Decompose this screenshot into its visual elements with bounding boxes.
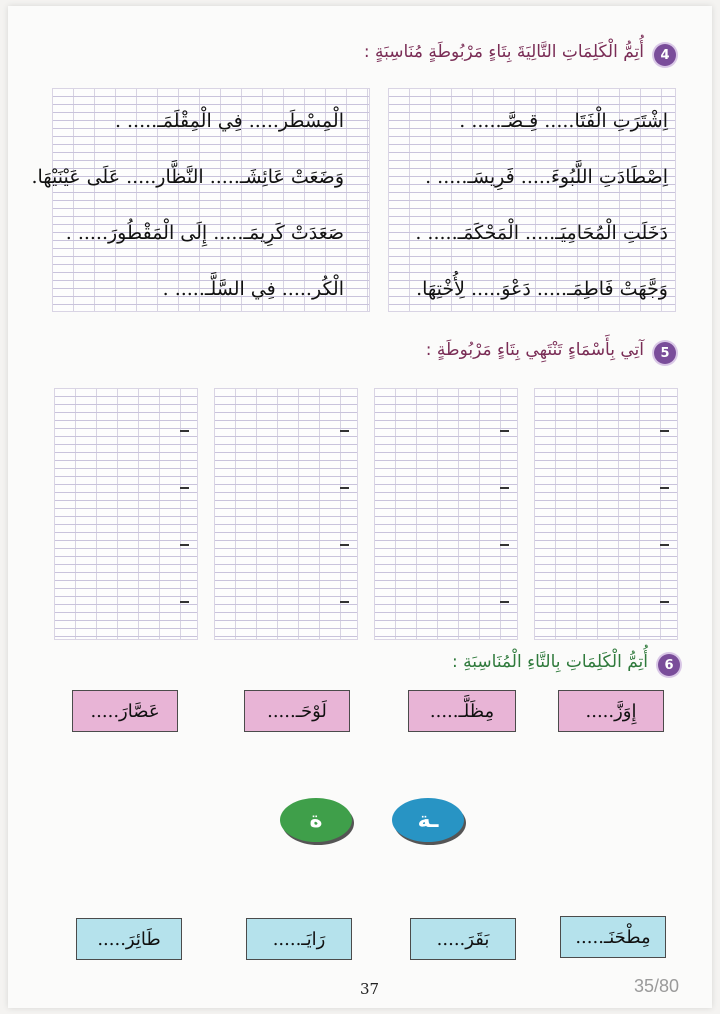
workbook-page [8,6,712,1008]
oval-blue-label: ـة [417,807,439,833]
oval-green-taa [280,798,352,842]
exercise-4-number: 4 [660,47,670,63]
ex4-sentence-r2: اِصْطَادَتِ اللَّبُوءَ..... فَرِيسَـ..... . [425,166,668,188]
ex5-dash [660,487,669,489]
ex5-dash [340,601,349,603]
exercise-5-column-3 [214,388,358,640]
ex4-sentence-r1: اِشْتَرَتِ الْفَتَا..... قِـصَّـ..... . [459,110,668,132]
ex4-sentence-r4: وَجَّهَتْ فَاطِمَـ..... دَعْوَ..... لِأُخْتِهَا. [416,278,668,300]
ex5-dash [340,430,349,432]
ex5-dash [500,601,509,603]
word-box-cyan-2: بَقَرَ..... [410,918,516,960]
ex4-sentence-l3: صَعَدَتْ كَرِيمَـ..... إِلَى الْمَقْطُورَ..... . [65,222,344,244]
ex5-dash [180,544,189,546]
exercise-4-title: أُتِمُّ الْكَلِمَاتِ التَّالِيَةَ بِتَاءٍ مَرْبُوطَةٍ مُنَاسِبَةٍ : [363,42,644,62]
word-box-cyan-1: مِطْحَنَـ..... [560,916,666,958]
ex5-dash [180,487,189,489]
ex5-dash [500,487,509,489]
word-box-cyan-4: طَائِرَ..... [76,918,182,960]
word-box-cyan-3: رَايَـ..... [246,918,352,960]
exercise-5-badge [654,342,676,364]
word-box-pink-4: عَصَّارَ..... [72,690,178,732]
exercise-4-badge [654,44,676,66]
ex5-dash [500,544,509,546]
ex5-dash [660,601,669,603]
exercise-5-title: آتِي بِأَسْمَاءٍ تَنْتَهِي بِتَاءٍ مَرْبُوطَةٍ : [425,340,644,360]
page-counter: 35/80 [634,976,680,996]
word-box-pink-1: إِوَزَّ..... [558,690,664,732]
exercise-5-column-1 [534,388,678,640]
word-box-pink-3: لَوْحَـ..... [244,690,350,732]
ex5-dash [660,430,669,432]
word-box-pink-2: مِظَلَّـ..... [408,690,516,732]
oval-blue-taa [392,798,464,842]
ex4-sentence-l4: الْكُر..... فِي السَّلَّـ..... . [162,278,344,300]
ex5-dash [340,487,349,489]
exercise-6-badge [658,654,680,676]
ex4-sentence-l2: وَضَعَتْ عَائِشَـ..... النَّظَّار..... عَلَى عَيْنَيْهَا. [31,166,344,188]
ex5-dash [500,430,509,432]
ex5-dash [180,601,189,603]
ex4-sentence-l1: الْمِسْطَر..... فِي الْمِقْلَمَـ..... . [114,110,344,132]
exercise-5-column-4 [54,388,198,640]
oval-green-label: ة [309,807,323,833]
exercise-5-number: 5 [660,345,670,361]
page-number: 37 [360,980,380,998]
ex5-dash [660,544,669,546]
exercise-5-column-2 [374,388,518,640]
ex5-dash [340,544,349,546]
ex5-dash [180,430,189,432]
exercise-6-title: أُتِمُّ الْكَلِمَاتِ بِالتَّاءِ الْمُنَاسِبَةِ : [452,652,648,672]
exercise-6-number: 6 [664,657,674,673]
ex4-sentence-r3: دَخَلَتِ الْمُحَامِيَـ..... الْمَحْكَمَـ..... . [415,222,668,244]
